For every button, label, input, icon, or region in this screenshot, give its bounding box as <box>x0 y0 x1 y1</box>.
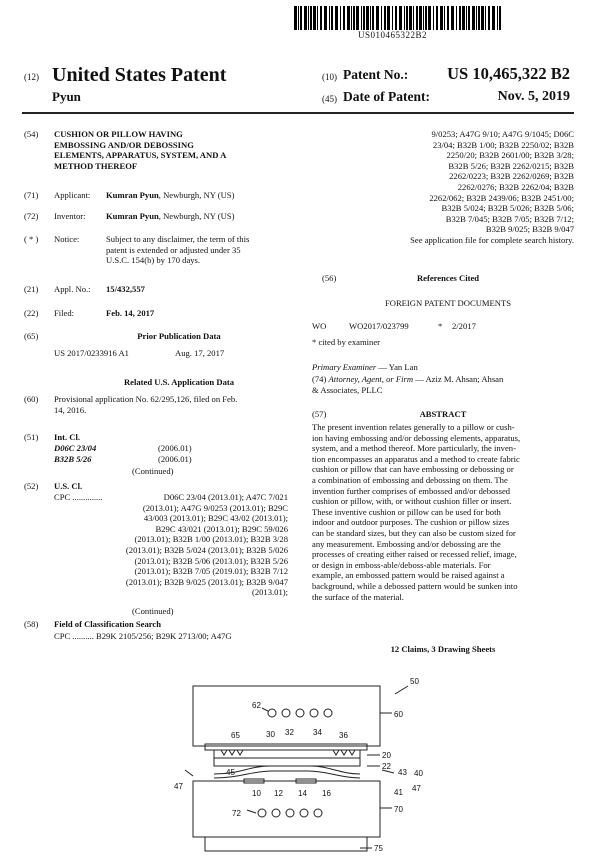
svg-text:40: 40 <box>414 769 423 778</box>
filed-date: Feb. 14, 2017 <box>106 308 155 318</box>
claims-summary: 12 Claims, 3 Drawing Sheets <box>390 644 496 654</box>
notice-text: Subject to any disclaimer, the term of this patent is extended or adjusted under 35 U.S.C. 154(b) by 170 days. <box>106 234 250 266</box>
svg-text:43: 43 <box>398 768 407 777</box>
patent-number: US 10,465,322 B2 <box>447 64 570 83</box>
invention-title: CUSHION OR PILLOW HAVING EMBOSSING AND/OR DEBOSSING ELEMENTS, APPARATUS, SYSTEM, AND A METHOD THEREOF <box>54 129 227 171</box>
svg-text:47: 47 <box>174 782 183 791</box>
prior-pub-date: Aug. 17, 2017 <box>175 348 225 358</box>
code-51: (51) <box>24 432 39 442</box>
barcode-number: US010465322B2 <box>358 30 428 40</box>
code-54: (54) <box>24 129 39 139</box>
classification-continued: 9/0253; A47G 9/10; A47G 9/1045; D06C 23/04; B32B 1/00; B32B 2250/02; B32B 2250/20; B32B 2601/00; B32B 3/28; B32B 5/26; B32B 2262/0215; B32B 2262/0223; B32B 2262/0269; B32B 2262/0276; B32B 2262/04; B32B 2262/062; B32B 2439/06; B32B 2451/00; B32B 5/024; B32B 5/026; B32B 5/06; B32B 7/045; B32B 7/05; B32B 7/12; B32B 9/025; B32B 9/047 See application file for complete search history. <box>410 129 574 245</box>
appl-no-label: Appl. No.: <box>54 284 91 294</box>
barcode <box>294 6 504 30</box>
upper-plate <box>205 744 367 750</box>
svg-text:36: 36 <box>339 731 348 740</box>
inventor: Kumran Pyun, Newburgh, NY (US) <box>106 211 235 221</box>
code-60: (60) <box>24 394 39 404</box>
date-label: Date of Patent: <box>343 89 430 104</box>
foreign-number: WO2017/023799 <box>349 321 409 331</box>
foreign-country: WO <box>312 321 327 331</box>
lower-mold <box>193 781 380 837</box>
svg-text:72: 72 <box>232 809 241 818</box>
code-56: (56) <box>322 273 337 283</box>
cpc-classes: D06C 23/04 (2013.01); A47C 7/021 (2013.01); A47G 9/0253 (2013.01); B29C 43/003 (2013.01); B29C 43/02 (2013.01); B29C 43/021 (2013.01); B29C 59/026 (2013.01); B32B 1/00 (2013.01); B32B 3/28 (2013.01); B32B 5/024 (2013.01); B32B 5/026 (2013.01); B32B 5/06 (2013.01); B32B 5/26 (2013.01); B32B 7/05 (2019.01); B32B 7/12 (2013.01); B32B 9/025 (2013.01); B32B 9/047 (2013.01); <box>125 492 288 598</box>
code-10: (10) <box>322 72 337 82</box>
foreign-mark: * <box>438 321 443 331</box>
inventor-label: Inventor: <box>54 211 86 221</box>
continued-note: (Continued) <box>132 606 174 616</box>
int-cl-heading: Int. Cl. <box>54 432 81 442</box>
filed-label: Filed: <box>54 308 75 318</box>
code-12: (12) <box>24 72 39 82</box>
code-71: (71) <box>24 190 39 200</box>
continued-note: (Continued) <box>132 466 174 476</box>
cushion-fill-layer <box>214 758 360 766</box>
int-cl-class: B32B 5/26 <box>54 454 92 464</box>
inventor-surname: Pyun <box>52 89 81 104</box>
references-heading: References Cited <box>416 273 480 283</box>
code-65: (65) <box>24 331 39 341</box>
svg-text:60: 60 <box>394 710 403 719</box>
notice-label: Notice: <box>54 234 80 244</box>
abstract-text: The present invention relates generally to a pillow or cush- ion having embossing and/or debossing elements, apparatus, system, and a method thereof. More particularly, the inven- tion encompasses an apparatus and a method to create fabric cushion or pillow that can have embossing or debossing or a combination of embossing and debossing on them. The invention further comprises of embossed and/or debossed cushion or pillow, with, or without cushion filler or insert. These inventive cushion or pillow can be used for both indoor and outdoor purposes. The cushion or pillow sizes can be standard sizes, but they can also be custom sized for any measurement. Embossing and/or debossing are the processes of creating either raised or recessed relief, image, or design in emboss-able/deboss-able materials. For example, an embossed pattern would be raised against a background, while a debossed pattern would be sunken into the surface of the material. <box>312 422 521 602</box>
document-type: United States Patent <box>52 64 227 86</box>
primary-examiner: Primary Examiner — Yan Lan <box>312 362 418 372</box>
foreign-docs-heading: FOREIGN PATENT DOCUMENTS <box>384 298 512 308</box>
patent-number-label: Patent No.: <box>343 67 409 82</box>
code-72: (72) <box>24 211 39 221</box>
svg-text:14: 14 <box>298 789 307 798</box>
code-57: (57) <box>312 409 327 419</box>
code-58: (58) <box>24 619 39 629</box>
upper-mold <box>193 686 380 746</box>
svg-text:16: 16 <box>322 789 331 798</box>
int-cl-year: (2006.01) <box>158 454 192 464</box>
upper-holes <box>268 709 332 717</box>
header-rule <box>22 112 574 114</box>
svg-text:30: 30 <box>266 730 275 739</box>
svg-text:34: 34 <box>313 728 322 737</box>
related-heading: Related U.S. Application Data <box>123 377 235 387</box>
base-plate <box>205 837 367 851</box>
foreign-date: 2/2017 <box>452 321 476 331</box>
us-cl-heading: U.S. Cl. <box>54 481 83 491</box>
svg-text:65: 65 <box>231 731 240 740</box>
abstract-heading: ABSTRACT <box>419 409 467 419</box>
applicant: Kumran Pyun, Newburgh, NY (US) <box>106 190 235 200</box>
provisional-app: Provisional application No. 62/295,126, filed on Feb. 14, 2016. <box>54 394 238 415</box>
prior-pub-heading: Prior Publication Data <box>137 331 221 341</box>
svg-text:22: 22 <box>382 762 391 771</box>
code-21: (21) <box>24 284 39 294</box>
svg-text:32: 32 <box>285 728 294 737</box>
svg-text:75: 75 <box>374 844 383 853</box>
int-cl-class: D06C 23/04 <box>54 443 97 453</box>
lower-holes <box>258 809 322 817</box>
svg-text:12: 12 <box>274 789 283 798</box>
field-search-cpc: CPC .......... B29K 2105/256; B29K 2713/00; A47G <box>54 631 232 641</box>
svg-text:41: 41 <box>394 788 403 797</box>
applicant-label: Applicant: <box>54 190 91 200</box>
emboss-profile <box>214 766 360 774</box>
svg-text:70: 70 <box>394 805 403 814</box>
cited-by-examiner: * cited by examiner <box>312 337 381 347</box>
svg-text:10: 10 <box>252 789 261 798</box>
code-45: (45) <box>322 94 337 104</box>
svg-text:20: 20 <box>382 751 391 760</box>
svg-text:50: 50 <box>410 677 419 686</box>
svg-text:47: 47 <box>412 784 421 793</box>
svg-text:62: 62 <box>252 701 261 710</box>
int-cl-year: (2006.01) <box>158 443 192 453</box>
field-search-heading: Field of Classification Search <box>54 619 162 629</box>
code-52: (52) <box>24 481 39 491</box>
emboss-triangles <box>221 750 355 755</box>
code-notice: ( * ) <box>24 234 39 244</box>
svg-text:45: 45 <box>226 768 235 777</box>
cpc-label: CPC .............. <box>54 492 103 502</box>
prior-pub-number: US 2017/0233916 A1 <box>54 348 129 358</box>
patent-drawing <box>0 658 594 864</box>
appl-no: 15/432,557 <box>106 284 145 294</box>
patent-date: Nov. 5, 2019 <box>497 89 570 104</box>
attorney: (74) Attorney, Agent, or Firm — Aziz M. Ahsan; Ahsan & Associates, PLLC <box>312 374 504 395</box>
code-22: (22) <box>24 308 39 318</box>
